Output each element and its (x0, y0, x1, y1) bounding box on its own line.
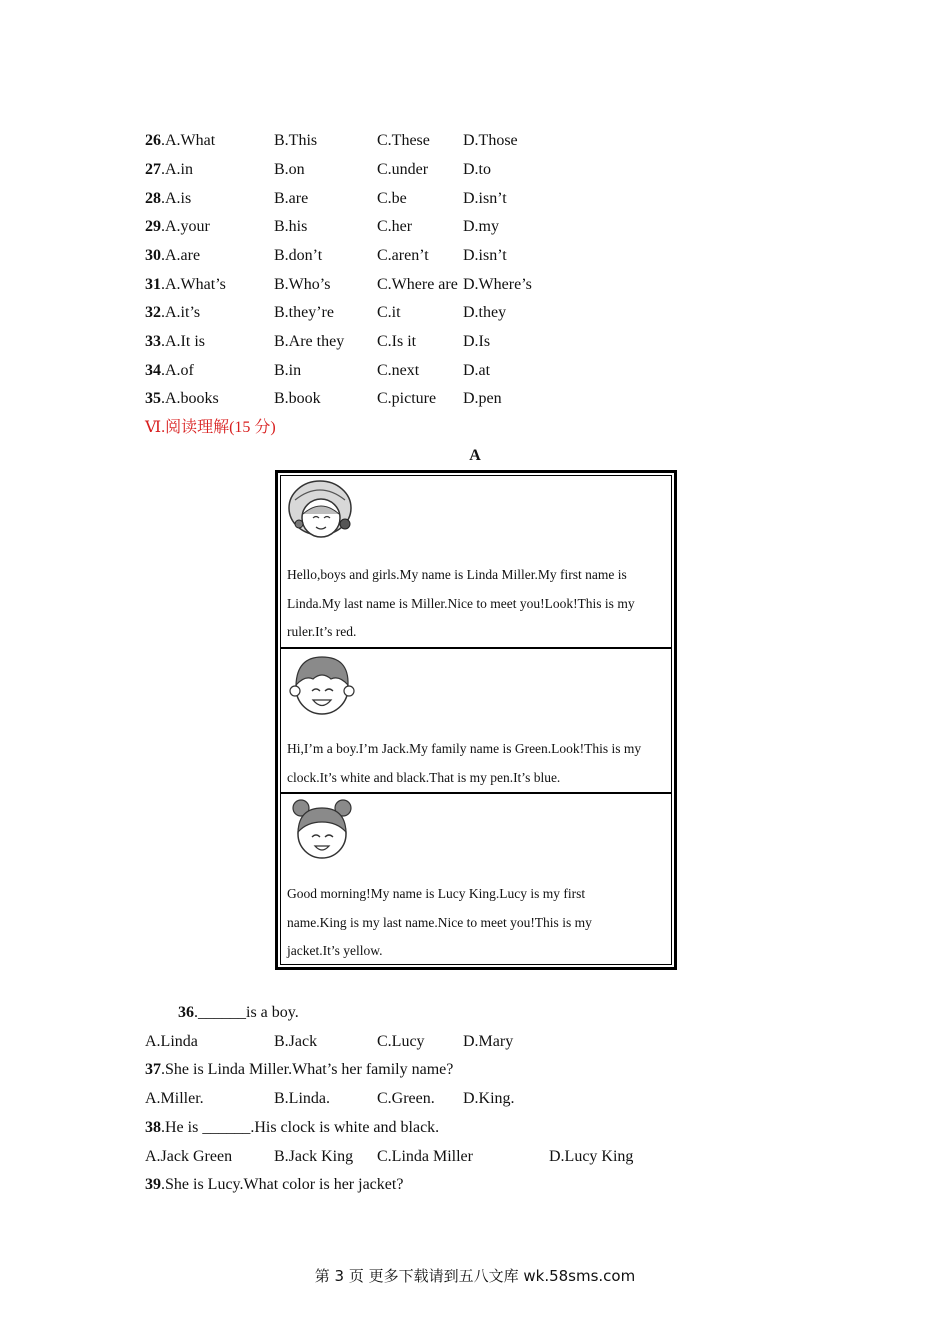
option-c: C.it (377, 304, 401, 321)
option-a: .A.in (161, 161, 193, 178)
option-b: B.in (274, 362, 302, 379)
option-d: D.pen (463, 390, 502, 407)
passage-line: Linda.My last name is Miller.Nice to meet you!Look!This is my (287, 595, 635, 611)
passage-label: A (469, 447, 481, 464)
reading-passage-box (275, 470, 677, 970)
option-a: A.Jack Green (145, 1148, 233, 1165)
option-a: .A.is (161, 190, 192, 207)
question-number: 34 (145, 362, 161, 379)
question-number: 38 (145, 1119, 161, 1136)
question-text: .She is Lucy.What color is her jacket? (161, 1176, 404, 1193)
option-a: .A.of (161, 362, 194, 379)
question-number: 29 (145, 218, 161, 235)
option-a: A.Linda (145, 1033, 198, 1050)
passage-line: jacket.It’s yellow. (287, 943, 383, 959)
option-a: .A.What (161, 132, 216, 149)
option-d: D.Mary (463, 1033, 514, 1050)
passage-panel-linda (280, 475, 672, 648)
question-number: 36 (178, 1004, 194, 1021)
passage-line: Hello,boys and girls.My name is Linda Miller.My first name is (287, 567, 627, 582)
option-d: D.my (463, 218, 499, 235)
option-b: B.Jack (274, 1033, 318, 1050)
passage-text (287, 735, 665, 792)
option-d: D.King. (463, 1090, 515, 1107)
option-b: B.his (274, 218, 308, 235)
question-number: 28 (145, 190, 161, 207)
option-c: C.picture (377, 390, 437, 407)
option-d: D.Lucy King (549, 1148, 634, 1165)
option-a: .A.your (161, 218, 210, 235)
option-a: .A.it’s (161, 304, 201, 321)
girl-with-buns-icon (287, 796, 357, 862)
option-b: B.book (274, 390, 321, 407)
option-d: D.Where’s (463, 276, 532, 293)
question-stem (178, 998, 299, 1027)
option-c: C.Green. (377, 1090, 435, 1107)
option-b: B.are (274, 190, 309, 207)
question-stem (145, 1055, 453, 1084)
question-number: 32 (145, 304, 161, 321)
option-a: .A.What’s (161, 276, 226, 293)
option-b: B.Linda. (274, 1090, 330, 1107)
option-d: D.isn’t (463, 247, 507, 264)
question-number: 35 (145, 390, 161, 407)
passage-panel-jack (280, 648, 672, 793)
option-c: C.aren’t (377, 247, 429, 264)
option-c: C.Where are (377, 276, 458, 293)
option-d: D.at (463, 362, 491, 379)
option-d: D.they (463, 304, 507, 321)
option-d: D.isn’t (463, 190, 507, 207)
question-stem (145, 1170, 403, 1199)
question-number: 39 (145, 1176, 161, 1193)
option-a: .A.It is (161, 333, 205, 350)
question-text: .______is a boy. (194, 1004, 299, 1021)
passage-line: clock.It’s white and black.That is my pen.It’s blue. (287, 769, 561, 785)
option-b: B.don’t (274, 247, 323, 264)
option-c: C.under (377, 161, 429, 178)
boy-face-icon (287, 651, 357, 717)
option-b: B.This (274, 132, 318, 149)
passage-line: Good morning!My name is Lucy King.Lucy is my first (287, 886, 586, 901)
option-b: B.Are they (274, 333, 345, 350)
question-text: .She is Linda Miller.What’s her family name? (161, 1061, 454, 1078)
option-c: C.be (377, 190, 407, 207)
question-number: 33 (145, 333, 161, 350)
passage-line: Hi,I’m a boy.I’m Jack.My family name is Green.Look!This is my (287, 741, 642, 756)
passage-text (287, 561, 665, 647)
option-d: D.Those (463, 132, 518, 149)
option-a: A.Miller. (145, 1090, 204, 1107)
option-c: C.next (377, 362, 420, 379)
option-b: B.Jack King (274, 1148, 354, 1165)
option-b: B.on (274, 161, 305, 178)
option-d: D.to (463, 161, 491, 178)
option-b: B.Who’s (274, 276, 331, 293)
question-number: 37 (145, 1061, 161, 1078)
passage-text (287, 880, 665, 966)
passage-line: name.King is my last name.Nice to meet you!This is my (287, 914, 592, 930)
option-c: C.Is it (377, 333, 417, 350)
option-c: C.her (377, 218, 413, 235)
question-number: 31 (145, 276, 161, 293)
question-text: .He is ______.His clock is white and black. (161, 1119, 440, 1136)
page-footer: 第 3 页 更多下载请到五八文库 wk.58sms.com (314, 1267, 636, 1285)
option-a: .A.are (161, 247, 201, 264)
question-number: 27 (145, 161, 161, 178)
option-c: C.Lucy (377, 1033, 425, 1050)
question-number: 30 (145, 247, 161, 264)
option-b: B.they’re (274, 304, 334, 321)
question-number: 26 (145, 132, 161, 149)
option-d: D.Is (463, 333, 491, 350)
girl-with-hat-icon (287, 478, 357, 544)
passage-panel-lucy (280, 793, 672, 965)
passage-line: ruler.It’s red. (287, 624, 357, 640)
option-c: C.These (377, 132, 430, 149)
question-stem (145, 1113, 439, 1142)
section-title: Ⅵ.阅读理解(15 分) (145, 419, 276, 436)
option-c: C.Linda Miller (377, 1148, 473, 1165)
option-a: .A.books (161, 390, 219, 407)
